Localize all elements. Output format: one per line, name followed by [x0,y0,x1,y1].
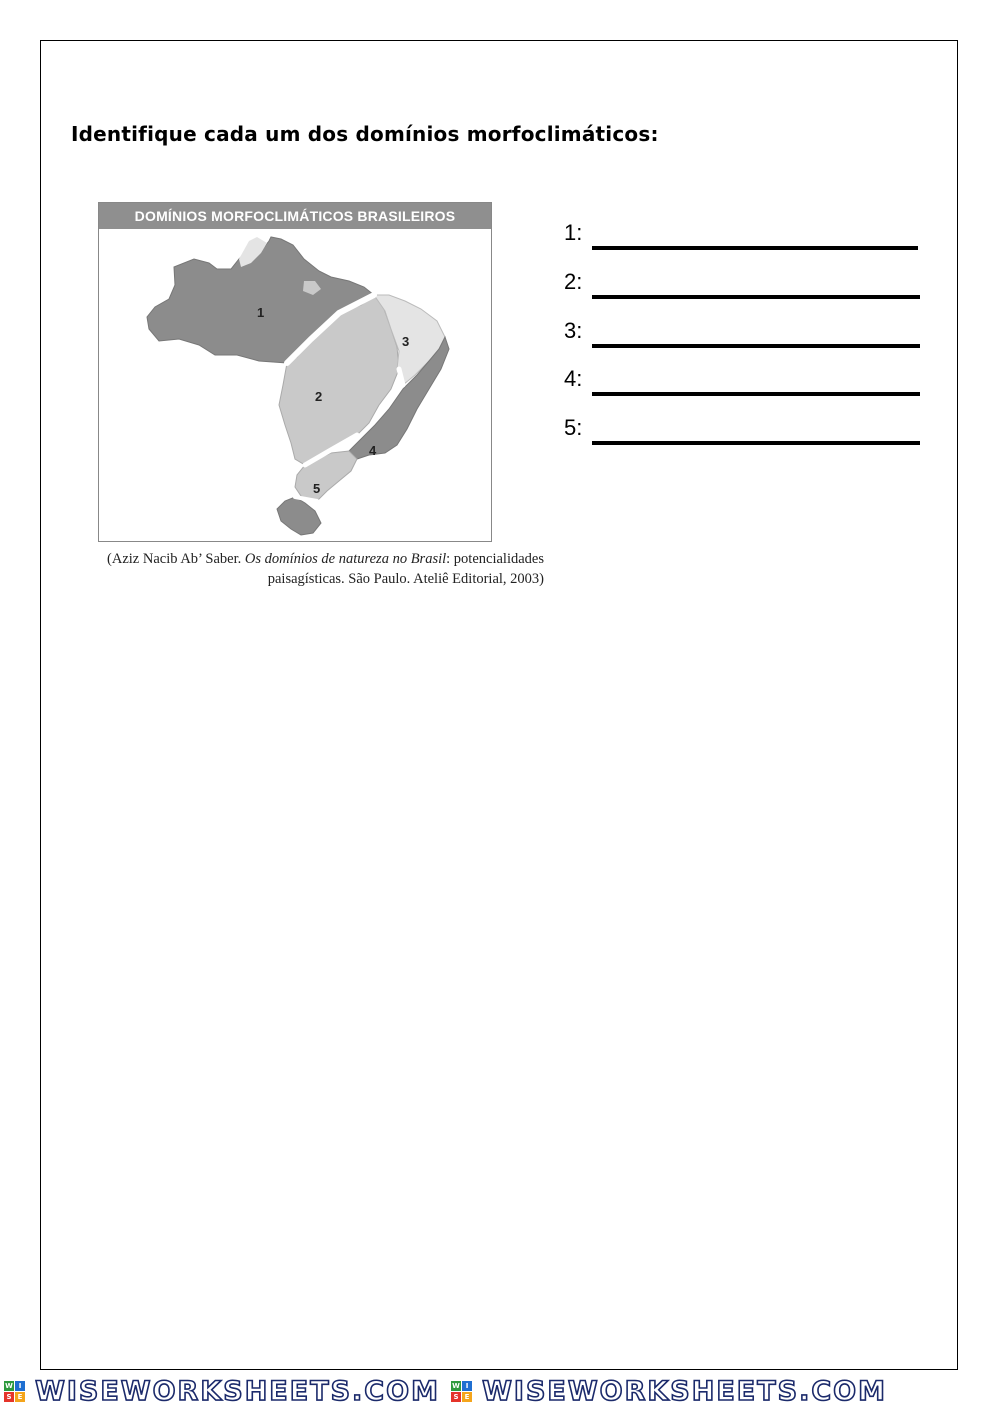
wise-logo-icon [451,1381,473,1403]
region-label-2: 2 [315,389,323,404]
region-pradarias [277,497,321,535]
answer-row-4 [564,366,590,396]
brand-text: WISEWORKSHEETS.COM [35,1376,440,1407]
answer-label: 1: [564,220,583,245]
answer-label: 4: [564,366,583,391]
logo-letter: I [462,1381,472,1391]
answer-row-1 [564,220,590,250]
map-title: DOMÍNIOS MORFOCLIMÁTICOS BRASILEIROS [99,203,491,229]
brand-wordmark [482,1376,887,1407]
map-figure [98,202,492,542]
question-title: Identifique cada um dos domínios morfoclimáticos: [71,122,659,146]
logo-letter: S [4,1392,14,1402]
logo-letter: W [452,1381,460,1390]
logo-letter: S [451,1392,461,1402]
footer-branding [0,1376,1000,1413]
logo-letter: E [462,1392,472,1402]
citation-publisher: : potencialidades paisagísticas. São Paulo. Ateliê Editorial, 2003) [267,551,544,587]
answer-row-5 [564,415,590,445]
answer-row-3 [564,318,590,348]
region-label-1: 1 [257,305,265,320]
brand-wordmark [35,1376,440,1407]
logo-letter: W [5,1381,13,1390]
brand-logo [4,1376,440,1407]
brazil-map [99,229,491,541]
brand-text: WISEWORKSHEETS.COM [482,1376,887,1407]
answer-field-5[interactable] [592,441,920,445]
region-label-3: 3 [402,334,410,349]
answer-field-3[interactable] [592,344,920,348]
answer-field-1[interactable] [592,246,918,250]
logo-letter: E [15,1392,25,1402]
answer-field-4[interactable] [592,392,920,396]
logo-letter: I [15,1381,25,1391]
brand-logo [451,1376,887,1407]
citation-book-title: Os domínios de natureza no Brasil [244,551,447,567]
citation-author: (Aziz Nacib Ab’ Saber. [107,551,245,567]
answer-row-2 [564,269,590,299]
answer-label: 3: [564,318,583,343]
region-label-4: 4 [369,443,377,458]
map-citation [70,549,544,589]
answer-label: 2: [564,269,583,294]
answer-field-2[interactable] [592,295,920,299]
region-label-5: 5 [313,481,321,496]
wise-logo-icon [4,1381,26,1403]
answer-label: 5: [564,415,583,440]
